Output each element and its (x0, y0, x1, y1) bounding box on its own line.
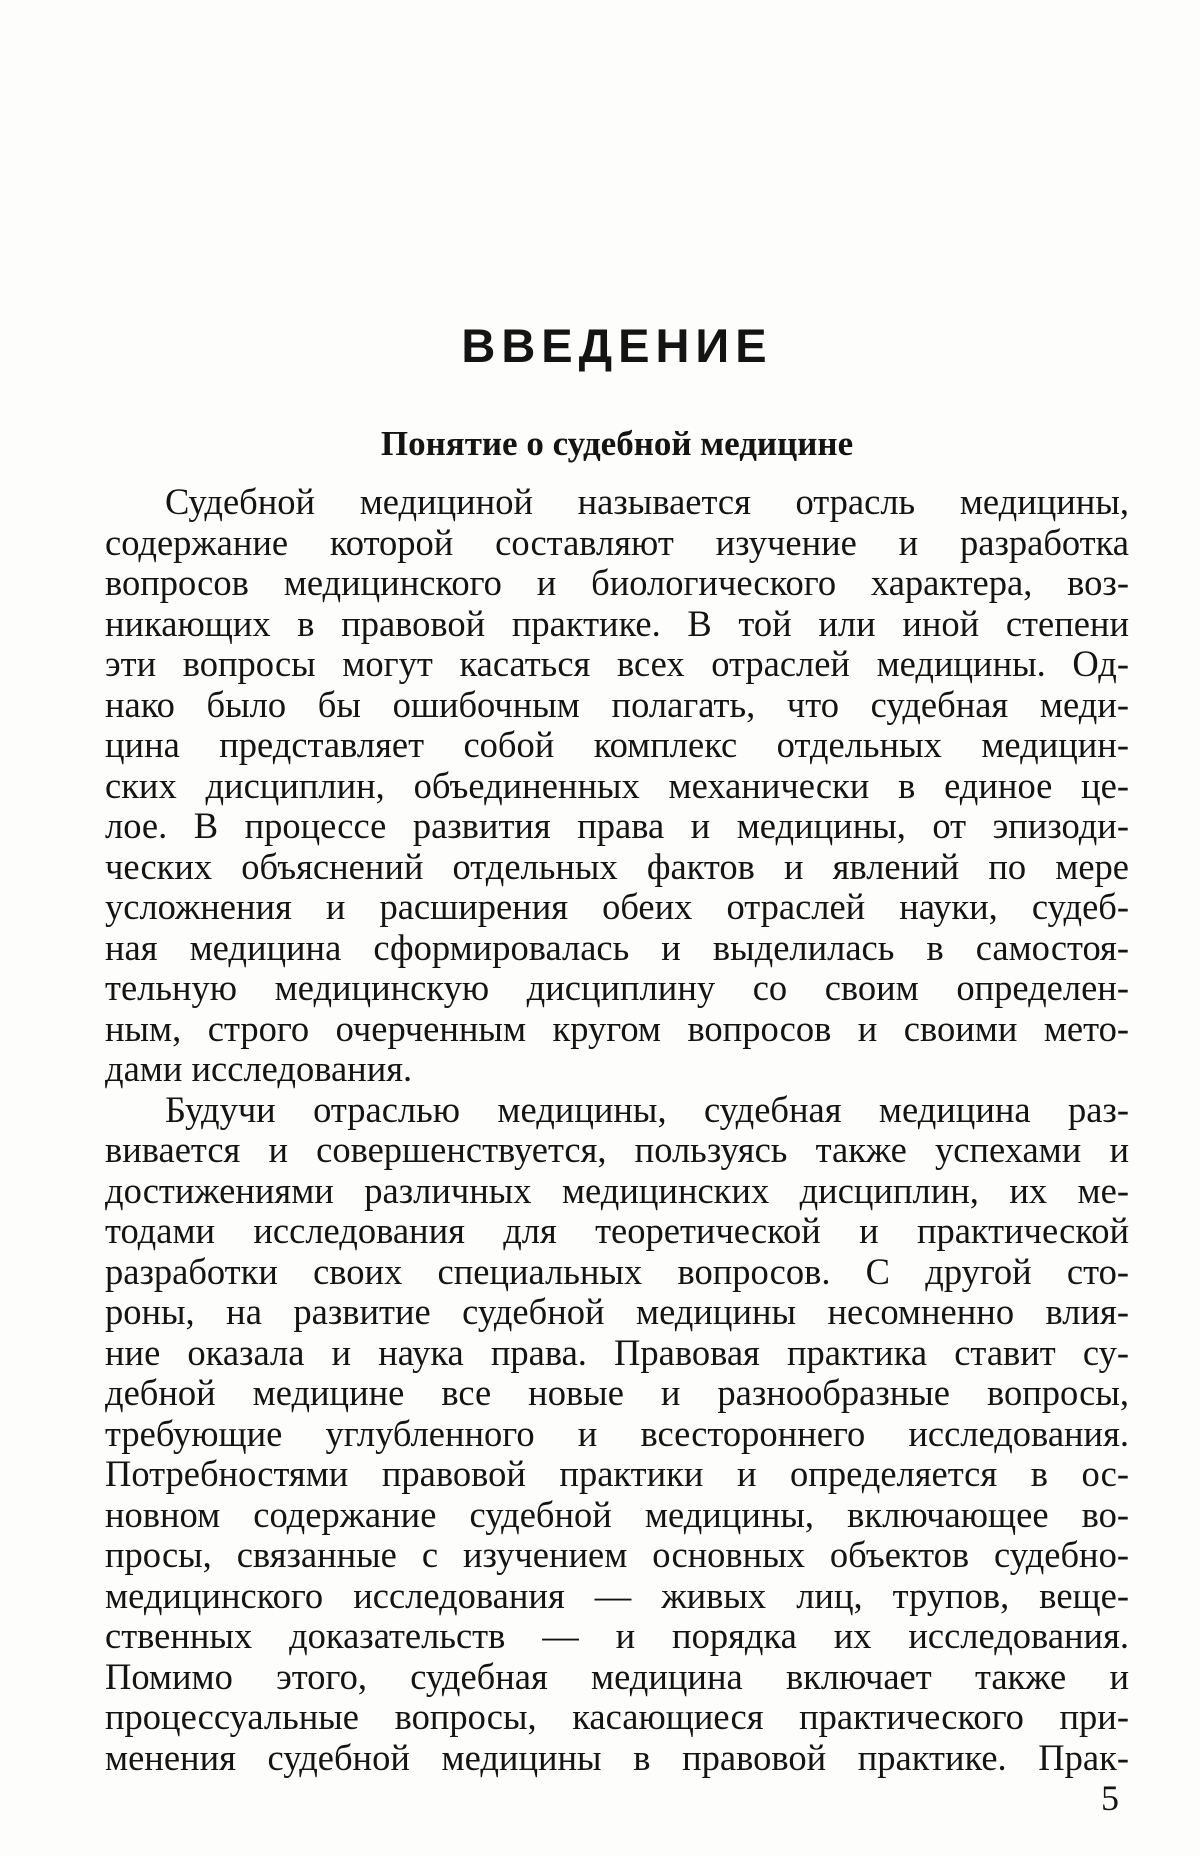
text-line: цина представляет собой комплекс отдельных медицин- (105, 724, 1129, 765)
text-line: процессуальные вопросы, касающиеся практического при- (105, 1696, 1129, 1737)
paragraph-1 (105, 482, 1129, 1090)
text-line: вопросов медицинского и биологического характера, воз- (105, 562, 1129, 603)
chapter-title: ВВЕДЕНИЕ (461, 319, 773, 372)
body-text (105, 482, 1129, 1778)
text-line: дами исследования. (105, 1048, 413, 1089)
text-line: достижениями различных медицинских дисциплин, их ме- (105, 1169, 1129, 1211)
text-line: медицинского исследования — живых лиц, трупов, веще- (105, 1574, 1129, 1616)
text-line: тельную медицинскую дисциплину со своим определен- (105, 967, 1129, 1008)
text-line: лое. В процессе развития права и медицины, от эпизоди- (105, 805, 1129, 846)
text-line: ческих объяснений отдельных фактов и явлений по мере (105, 845, 1129, 887)
text-line: ным, строго очерченным кругом вопросов и своими мето- (105, 1007, 1129, 1049)
text-line: Потребностями правовой практики и определяется в ос- (105, 1453, 1129, 1494)
text-line: Помимо этого, судебная медицина включает также и (105, 1655, 1129, 1697)
text-line: ние оказала и наука права. Правовая практика ставит су- (105, 1331, 1129, 1373)
text-line: дебной медицине все новые и разнообразные вопросы, (105, 1372, 1129, 1413)
page-number: 5 (1101, 1778, 1119, 1818)
text-line: ских дисциплин, объединенных механически в единое це- (105, 764, 1129, 806)
text-line: вивается и совершенствуется, пользуясь также успехами и (105, 1129, 1129, 1170)
text-line: усложнения и расширения обеих отраслей науки, судеб- (105, 886, 1129, 927)
text-line: нако было бы ошибочным полагать, что судебная меди- (105, 683, 1129, 725)
text-line: ственных доказательств — и порядка их исследования. (105, 1615, 1129, 1656)
text-line: разработки своих специальных вопросов. С другой сто- (105, 1250, 1129, 1292)
text-line: никающих в правовой практике. В той или иной степени (105, 602, 1129, 644)
text-line: менения судебной медицины в правовой практике. Прак- (105, 1736, 1129, 1778)
text-line: просы, связанные с изучением основных объектов судебно- (105, 1534, 1129, 1575)
text-line: тодами исследования для теоретической и практической (105, 1210, 1129, 1251)
book-page (105, 0, 1129, 1856)
text-line: новном содержание судебной медицины, включающее во- (105, 1493, 1129, 1535)
text-line: роны, на развитие судебной медицины несомненно влия- (105, 1291, 1129, 1332)
paragraph-2 (105, 1090, 1129, 1779)
text-line: требующие углубленного и всестороннего исследования. (105, 1412, 1129, 1454)
text-line: Будучи отраслью медицины, судебная медицина раз- (165, 1088, 1129, 1130)
text-line: содержание которой составляют изучение и разработка (105, 521, 1129, 563)
section-title: Понятие о судебной медицине (380, 424, 854, 463)
text-line: эти вопросы могут касаться всех отраслей медицины. Од- (105, 643, 1129, 684)
text-line: Судебной медициной называется отрасль медицины, (165, 481, 1129, 522)
text-line: ная медицина сформировалась и выделилась в самостоя- (105, 926, 1129, 968)
